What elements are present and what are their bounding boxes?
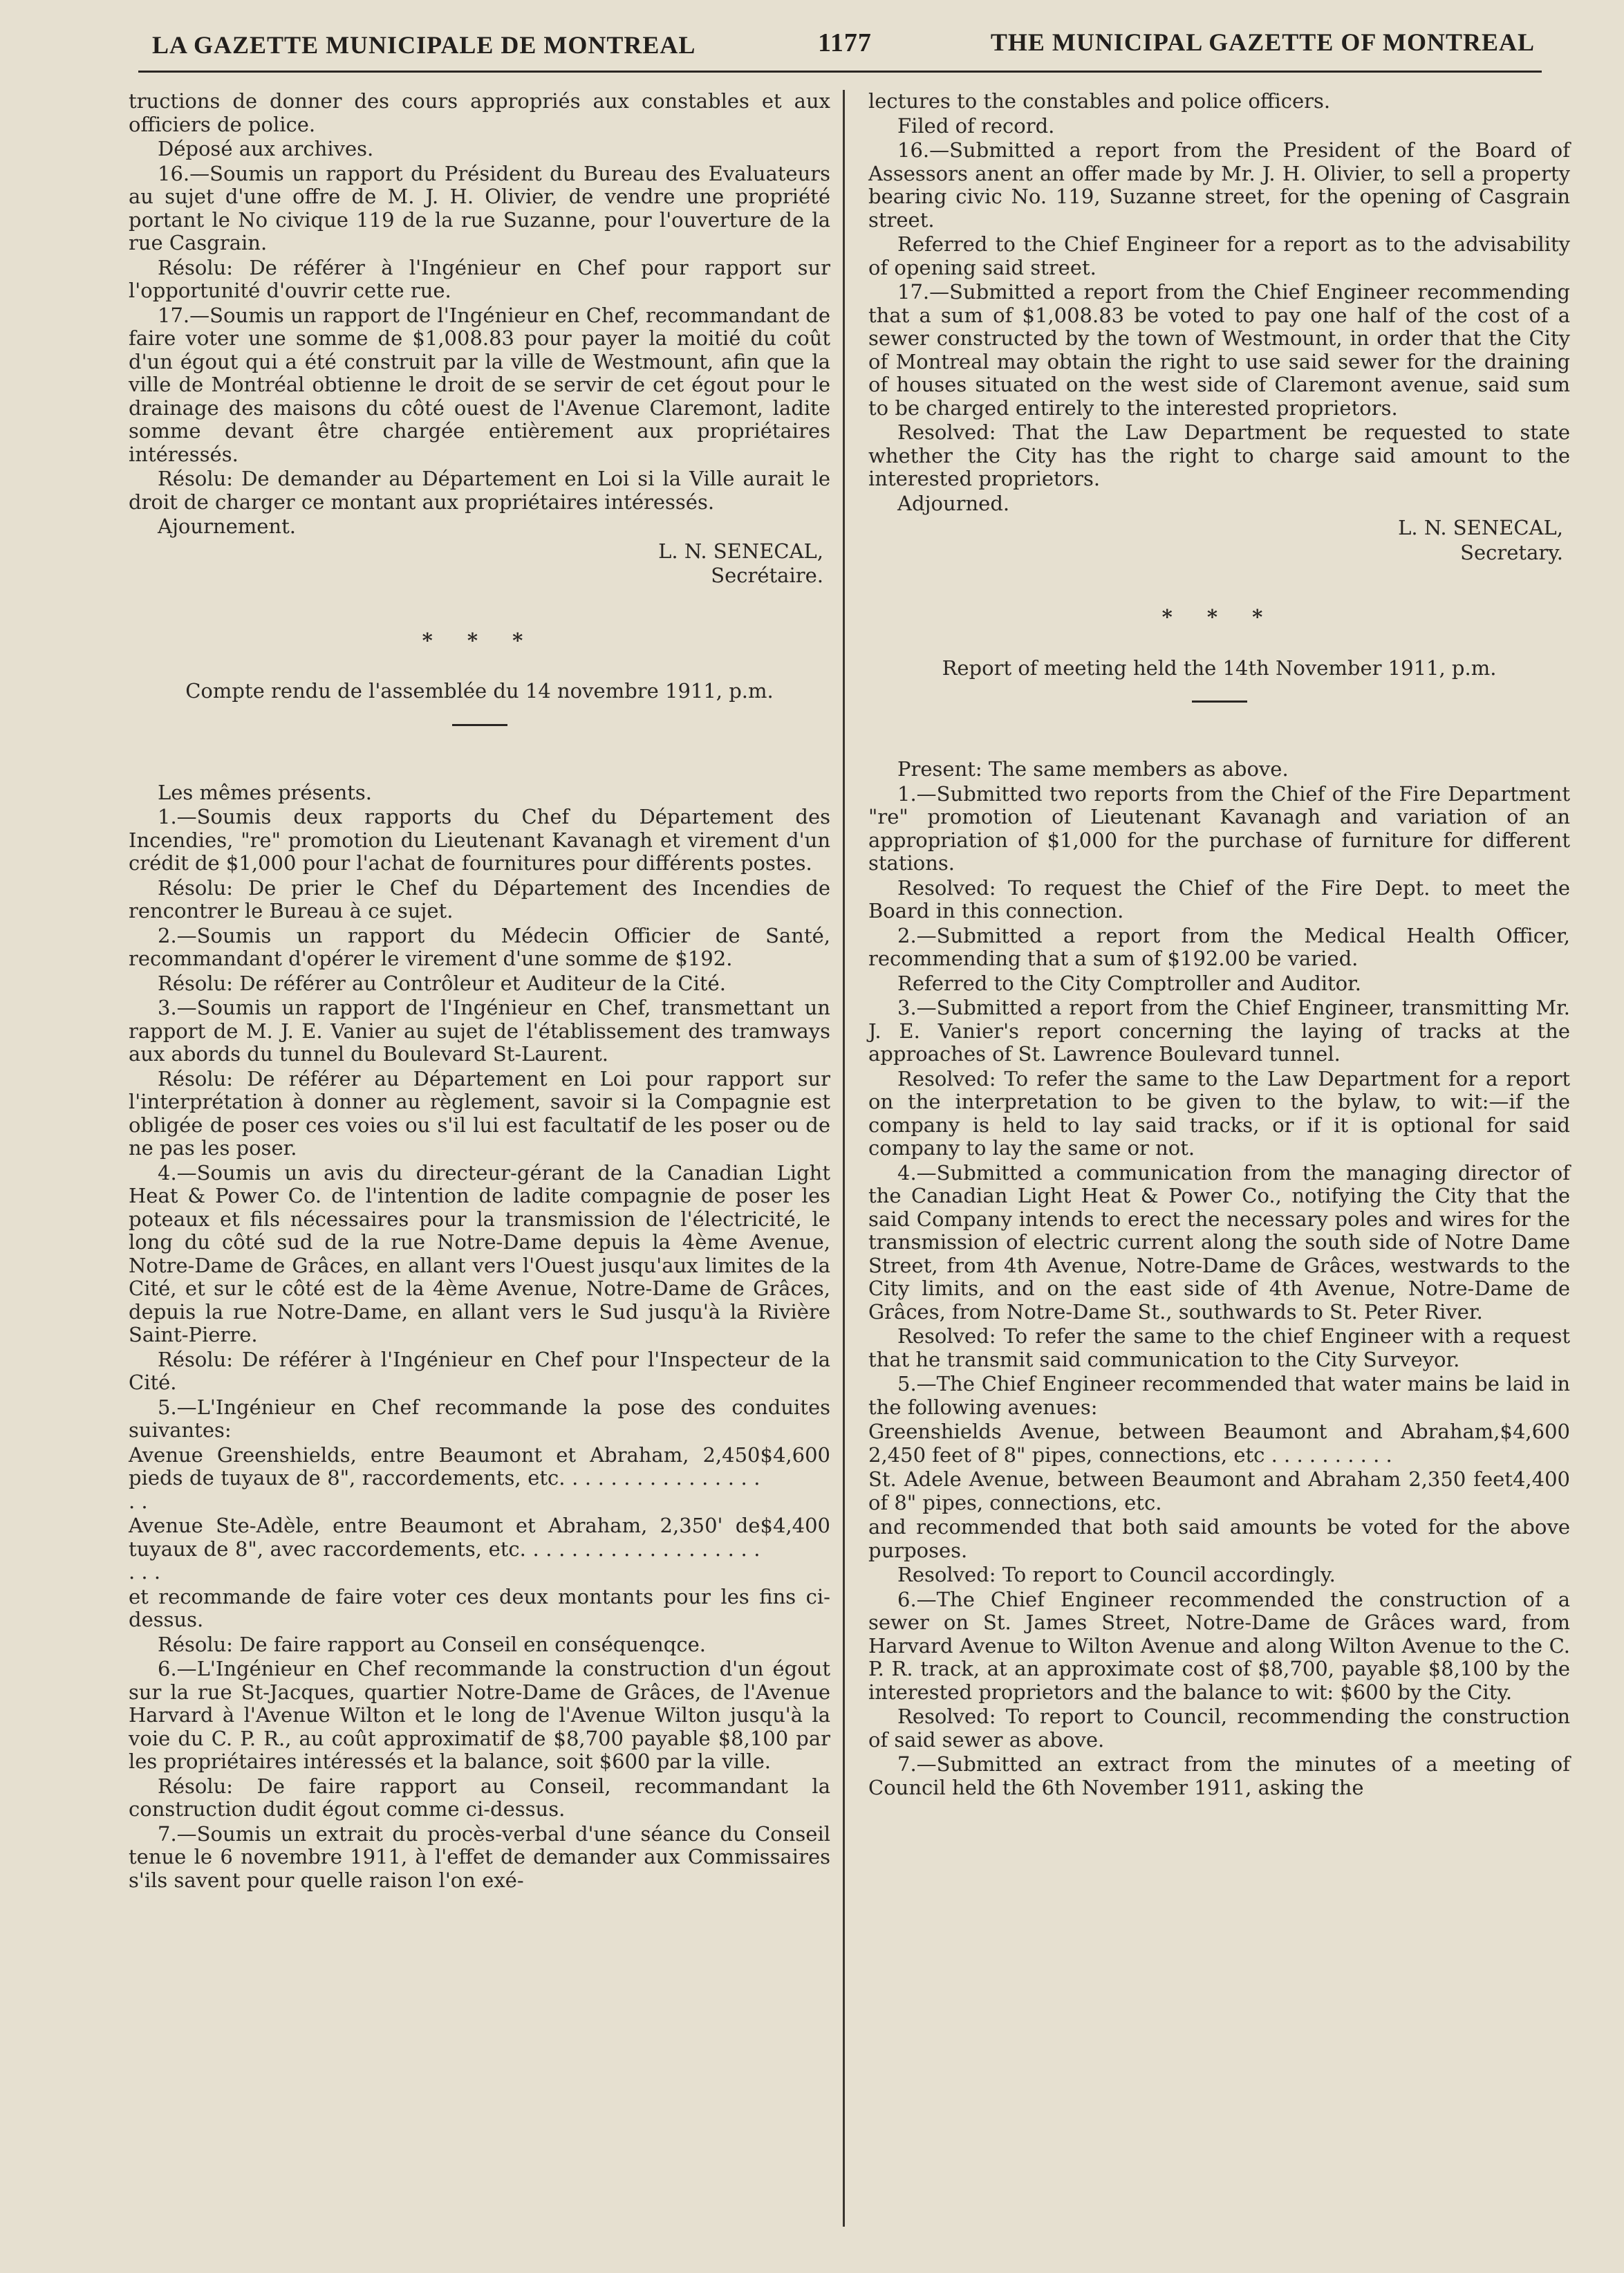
paragraph: Résolu: De référer au Contrôleur et Auditeur de la Cité. — [158, 971, 726, 995]
paragraph: Résolu: De référer au Département en Loi pour rapport sur l'interprétation à donner au règlement, savoir si la Compagnie est obligée de poser ces voies ou s'il lui est facultatif de les poser ou de ne pas les poser. — [129, 1066, 830, 1160]
english-column — [868, 90, 1570, 1801]
section-separator: * * * — [1161, 605, 1277, 629]
paragraph: Filed of record. — [897, 113, 1055, 138]
paragraph: 2.—Soumis un rapport du Médecin Officier de Santé, recommandant d'opérer le virement d'une somme de $192. — [129, 923, 830, 970]
list-item — [129, 1444, 830, 1514]
paragraph: Résolu: De faire rapport au Conseil en conséquenqce. — [158, 1632, 706, 1656]
paragraph: 6.—The Chief Engineer recommended the construction of a sewer on St. James Street, Notre-Dame de Grâces ward, from Harvard Avenue to Wilton Avenue and along Wilton Avenue to the C. P. R. track, at an approximate cost of $8,700, payable $8,100 by the interested proprietors and the balance to wit: $600 by the City. — [868, 1587, 1570, 1704]
paragraph: tructions de donner des cours appropriés aux constables et aux officiers de police. — [129, 89, 830, 136]
paragraph: Resolved: To report to Council accordingly. — [897, 1563, 1336, 1586]
paragraph: Résolu: De demander au Département en Loi si la Ville aurait le droit de charger ce montant aux propriétaires intéressés. — [129, 467, 830, 514]
paragraph: 17.—Submitted a report from the Chief Engineer recommending that a sum of $1,008.83 be voted to pay one half of the cost of a sewer constructed by the town of Westmount, in order that the City of Montreal may obtain the right to use said sewer for the draining of houses situated on the west side of Claremont avenue, said sum to be charged entirely to the interested proprietors. — [868, 280, 1570, 420]
item-text: St. Adele Avenue, between Beaumont and Abraham 2,350 feet of 8" pipes, connections, etc. — [868, 1467, 1513, 1514]
paragraph: lectures to the constables and police officers. — [868, 89, 1331, 113]
paragraph: 16.—Soumis un rapport du Président du Bureau des Evaluateurs au sujet d'une offre de M. J. H. Olivier, de vendre une propriété portant le No civique 119 de la rue Suzanne, pour l'ouverture de la rue Casgrain. — [129, 161, 830, 254]
paragraph: 17.—Soumis un rapport de l'Ingénieur en Chef, recommandant de faire voter une somme de $1,008.83 pour payer la moitié du coût d'un égout qui a été construit par la ville de Westmount, afin que la ville de Montréal obtienne le droit de se servir de cet égout pour le drainage des maisons du côté ouest de l'Avenue Claremont, ladite somme devant être chargée entièrement aux propriétaires intéressés. — [129, 303, 830, 466]
paragraph: Les mêmes présents. — [158, 780, 373, 804]
adjournment: Ajournement. — [158, 514, 296, 538]
paragraph: Referred to the Chief Engineer for a report as to the advisability of opening said street. — [868, 232, 1570, 279]
header-rule — [138, 71, 1542, 73]
paragraph: Résolu: De référer à l'Ingénieur en Chef pour l'Inspecteur de la Cité. — [129, 1347, 830, 1394]
adjournment: Adjourned. — [897, 491, 1010, 515]
short-rule — [452, 724, 507, 726]
paragraph: 1.—Submitted two reports from the Chief of the Fire Department "re" promotion of Lieutenant Kavanagh and variation of an appropriation of $1,000 for the purchase of furniture for different stations. — [868, 781, 1570, 875]
paragraph: 5.—The Chief Engineer recommended that water mains be laid in the following avenues: — [868, 1372, 1570, 1419]
paragraph: et recommande de faire voter ces deux montants pour les fins ci-dessus. — [129, 1584, 830, 1631]
paragraph: and recommended that both said amounts be voted for the above purposes. — [868, 1515, 1570, 1562]
page-header — [124, 25, 1542, 66]
paragraph: 16.—Submitted a report from the President of the Board of Assessors anent an offer made by Mr. J. H. Olivier, to sell a property bearing civic No. 119, Suzanne street, for the opening of Casgrain street. — [868, 138, 1570, 232]
water-mains-list — [129, 1444, 830, 1584]
paragraph: 7.—Soumis un extrait du procès-verbal d'une séance du Conseil tenue le 6 novembre 1911, à l'effet de demander aux Commissaires s'ils savent pour quelle raison l'on exé- — [129, 1821, 830, 1892]
signature-name: L. N. SENECAL, — [658, 539, 823, 563]
paragraph: Resolved: To refer the same to the Law Department for a report on the interpretation to be given to the bylaw, to wit:—if the company is held to lay said tracks, or if it is optional for said company to lay the same or not. — [868, 1066, 1570, 1160]
french-column — [129, 90, 830, 1893]
header-right-title: THE MUNICIPAL GAZETTE OF MONTREAL — [990, 28, 1535, 56]
paragraph: Present: The same members as above. — [897, 757, 1289, 781]
paragraph: Resolved: That the Law Department be requested to state whether the City has the right to charge said amount to the interested proprietors. — [868, 420, 1570, 490]
item-amount: $4,400 — [760, 1514, 830, 1537]
paragraph: 2.—Submitted a report from the Medical Health Officer, recommending that a sum of $192.00 be varied. — [868, 923, 1570, 970]
signature-name: L. N. SENECAL, — [1398, 516, 1563, 539]
list-item — [868, 1420, 1570, 1467]
item-amount: $4,600 — [760, 1442, 830, 1467]
paragraph: Resolved: To refer the same to the chief Engineer with a request that he transmit said communication to the City Surveyor. — [868, 1324, 1570, 1371]
paragraph: 1.—Soumis deux rapports du Chef du Département des Incendies, "re" promotion du Lieutenant Kavanagh et virement d'un crédit de $1,000 pour l'achat de fournitures pour différents postes. — [129, 805, 830, 875]
item-text: Avenue Greenshields, entre Beaumont et Abraham, 2,450 pieds de tuyaux de 8", raccordements, etc. . . . . . . . . . . . . . . . . . — [129, 1442, 760, 1513]
water-mains-list — [868, 1420, 1570, 1514]
item-amount: $4,600 — [1500, 1420, 1570, 1443]
section-separator: * * * — [422, 628, 537, 652]
paragraph: Déposé aux archives. — [158, 137, 374, 160]
list-item — [129, 1514, 830, 1584]
signature-title: Secrétaire. — [711, 564, 823, 587]
item-text: Greenshields Avenue, between Beaumont and Abraham, 2,450 feet of 8" pipes, connections, etc . . . . . . . . . . — [868, 1420, 1500, 1467]
meeting-title: Compte rendu de l'assemblée du 14 novembre 1911, p.m. — [185, 679, 774, 703]
paragraph: 7.—Submitted an extract from the minutes of a meeting of Council held the 6th November 1911, asking the — [868, 1752, 1570, 1799]
paragraph: Resolved: To report to Council, recommending the construction of said sewer as above. — [868, 1705, 1570, 1752]
paragraph: Résolu: De prier le Chef du Département des Incendies de rencontrer le Bureau à ce sujet. — [129, 875, 830, 922]
paragraph: Résolu: De référer à l'Ingénieur en Chef pour rapport sur l'opportunité d'ouvrir cette rue. — [129, 255, 830, 302]
page-number: 1177 — [818, 28, 872, 57]
short-rule — [1192, 701, 1247, 703]
item-text: Avenue Ste-Adèle, entre Beaumont et Abraham, 2,350' de tuyaux de 8", avec raccordements, etc. . . . . . . . . . . . . . . . . . . . . . — [129, 1514, 760, 1584]
paragraph: Referred to the City Comptroller and Auditor. — [897, 971, 1362, 995]
column-divider — [843, 90, 845, 2227]
paragraph: Résolu: De faire rapport au Conseil, recommandant la construction dudit égout comme ci-dessus. — [129, 1774, 830, 1821]
paragraph: 4.—Soumis un avis du directeur-gérant de la Canadian Light Heat & Power Co. de l'intention de ladite compagnie de poser les poteaux et fils nécessaires pour la transmission de l'électricité, le long du côté sud de la rue Notre-Dame depuis la 4ème Avenue, Notre-Dame de Grâces, en allant vers l'Ouest jusqu'aux limites de la Cité, et sur le côté est de la 4ème Avenue, Notre-Dame de Grâces, depuis la rue Notre-Dame, en allant vers le Sud jusqu'à la Rivière Saint-Pierre. — [129, 1160, 830, 1346]
list-item — [868, 1468, 1570, 1514]
paragraph: 4.—Submitted a communication from the managing director of the Canadian Light Heat & Power Co., notifying the City that the said Company intends to erect the necessary poles and wires for the transmission of electric current along the south side of Notre Dame Street, from 4th Avenue, Notre-Dame de Grâces, westwards to the City limits, and on the east side of 4th Avenue, Notre-Dame de Grâces, from Notre-Dame St., southwards to St. Peter River. — [868, 1160, 1570, 1324]
paragraph: 5.—L'Ingénieur en Chef recommande la pose des conduites suivantes: — [129, 1395, 830, 1442]
signature-title: Secretary. — [1460, 540, 1563, 564]
paragraph: 3.—Soumis un rapport de l'Ingénieur en Chef, transmettant un rapport de M. J. E. Vanier au sujet de l'établissement des tramways aux abords du tunnel du Boulevard St-Laurent. — [129, 996, 830, 1066]
meeting-title: Report of meeting held the 14th November 1911, p.m. — [942, 656, 1497, 680]
paragraph: 6.—L'Ingénieur en Chef recommande la construction d'un égout sur la rue St-Jacques, quartier Notre-Dame de Grâces, de l'Avenue Harvard à l'Avenue Wilton et le long de l'Avenue Wilton jusqu'à la voie du C. P. R., au coût approximatif de $8,700 payable $8,100 par les propriétaires intéressés et la balance, soit $600 par la ville. — [129, 1657, 830, 1773]
header-left-title: LA GAZETTE MUNICIPALE DE MONTREAL — [152, 31, 696, 59]
paragraph: 3.—Submitted a report from the Chief Engineer, transmitting Mr. J. E. Vanier's report concerning the laying of tracks at the approaches of St. Lawrence Boulevard tunnel. — [868, 996, 1570, 1066]
item-amount: 4,400 — [1512, 1467, 1570, 1491]
paragraph: Resolved: To request the Chief of the Fire Dept. to meet the Board in this connection. — [868, 875, 1570, 922]
